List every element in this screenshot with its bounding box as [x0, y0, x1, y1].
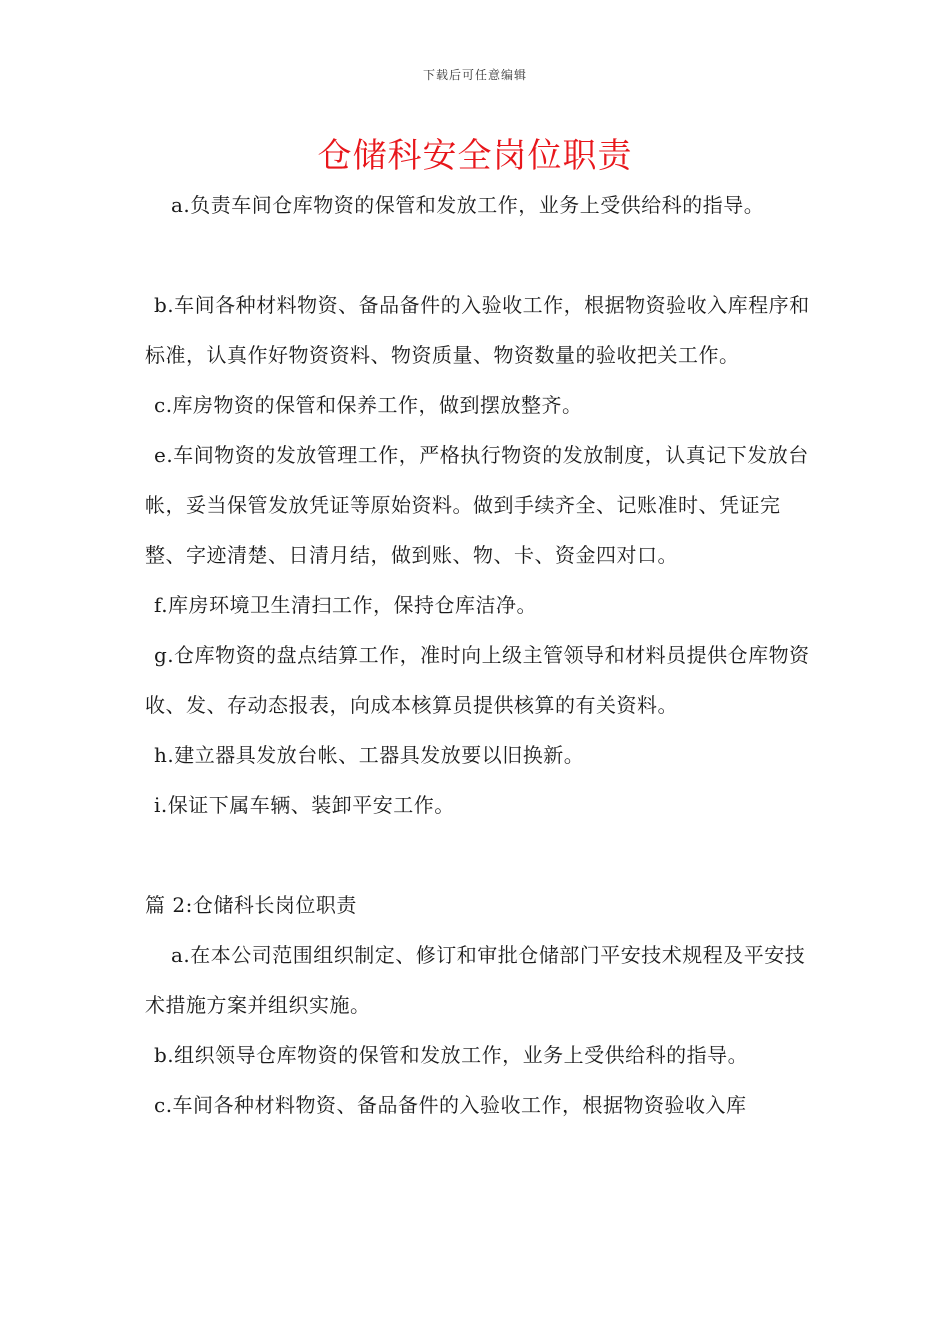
paragraph-s1-c: c.库房物资的保管和保养工作，做到摆放整齐。 [154, 393, 583, 417]
paragraph-s1-e: e.车间物资的发放管理工作，严格执行物资的发放制度，认真记下发放台帐，妥当保管发放凭证等原始资料。做到手续齐全、记账准时、凭证完整、字迹清楚、日清月结，做到账、物、卡、资金四对口。 [145, 443, 809, 567]
paragraph-s2-a: a.在本公司范围组织制定、修订和审批仓储部门平安技术规程及平安技术措施方案并组织实施。 [145, 943, 806, 1017]
paragraph-gap [145, 830, 815, 880]
paragraph-s1-f: f.库房环境卫生清扫工作，保持仓库洁净。 [154, 593, 538, 617]
document-body [145, 180, 815, 1130]
paragraph-s2-b: b.组织领导仓库物资的保管和发放工作，业务上受供给科的指导。 [154, 1043, 749, 1067]
section2-heading: 篇 2:仓储科长岗位职责 [145, 893, 357, 917]
paragraph-s1-h: h.建立器具发放台帐、工器具发放要以旧换新。 [154, 743, 585, 767]
paragraph-s1-a: a.负责车间仓库物资的保管和发放工作，业务上受供给科的指导。 [171, 193, 765, 217]
paragraph-s1-g: g.仓库物资的盘点结算工作，准时向上级主管领导和材料员提供仓库物资收、发、存动态报表，向成本核算员提供核算的有关资料。 [145, 643, 810, 717]
paragraph-s1-i: i.保证下属车辆、装卸平安工作。 [154, 793, 455, 817]
document-title: 仓储科安全岗位职责 [317, 136, 633, 176]
header-note: 下载后可任意编辑 [422, 68, 527, 82]
paragraph-s2-c: c.车间各种材料物资、备品备件的入验收工作，根据物资验收入库 [154, 1093, 747, 1117]
paragraph-gap [145, 230, 815, 280]
paragraph-s1-b: b.车间各种材料物资、备品备件的入验收工作，根据物资验收入库程序和标准，认真作好物资资料、物资质量、物资数量的验收把关工作。 [145, 293, 810, 367]
